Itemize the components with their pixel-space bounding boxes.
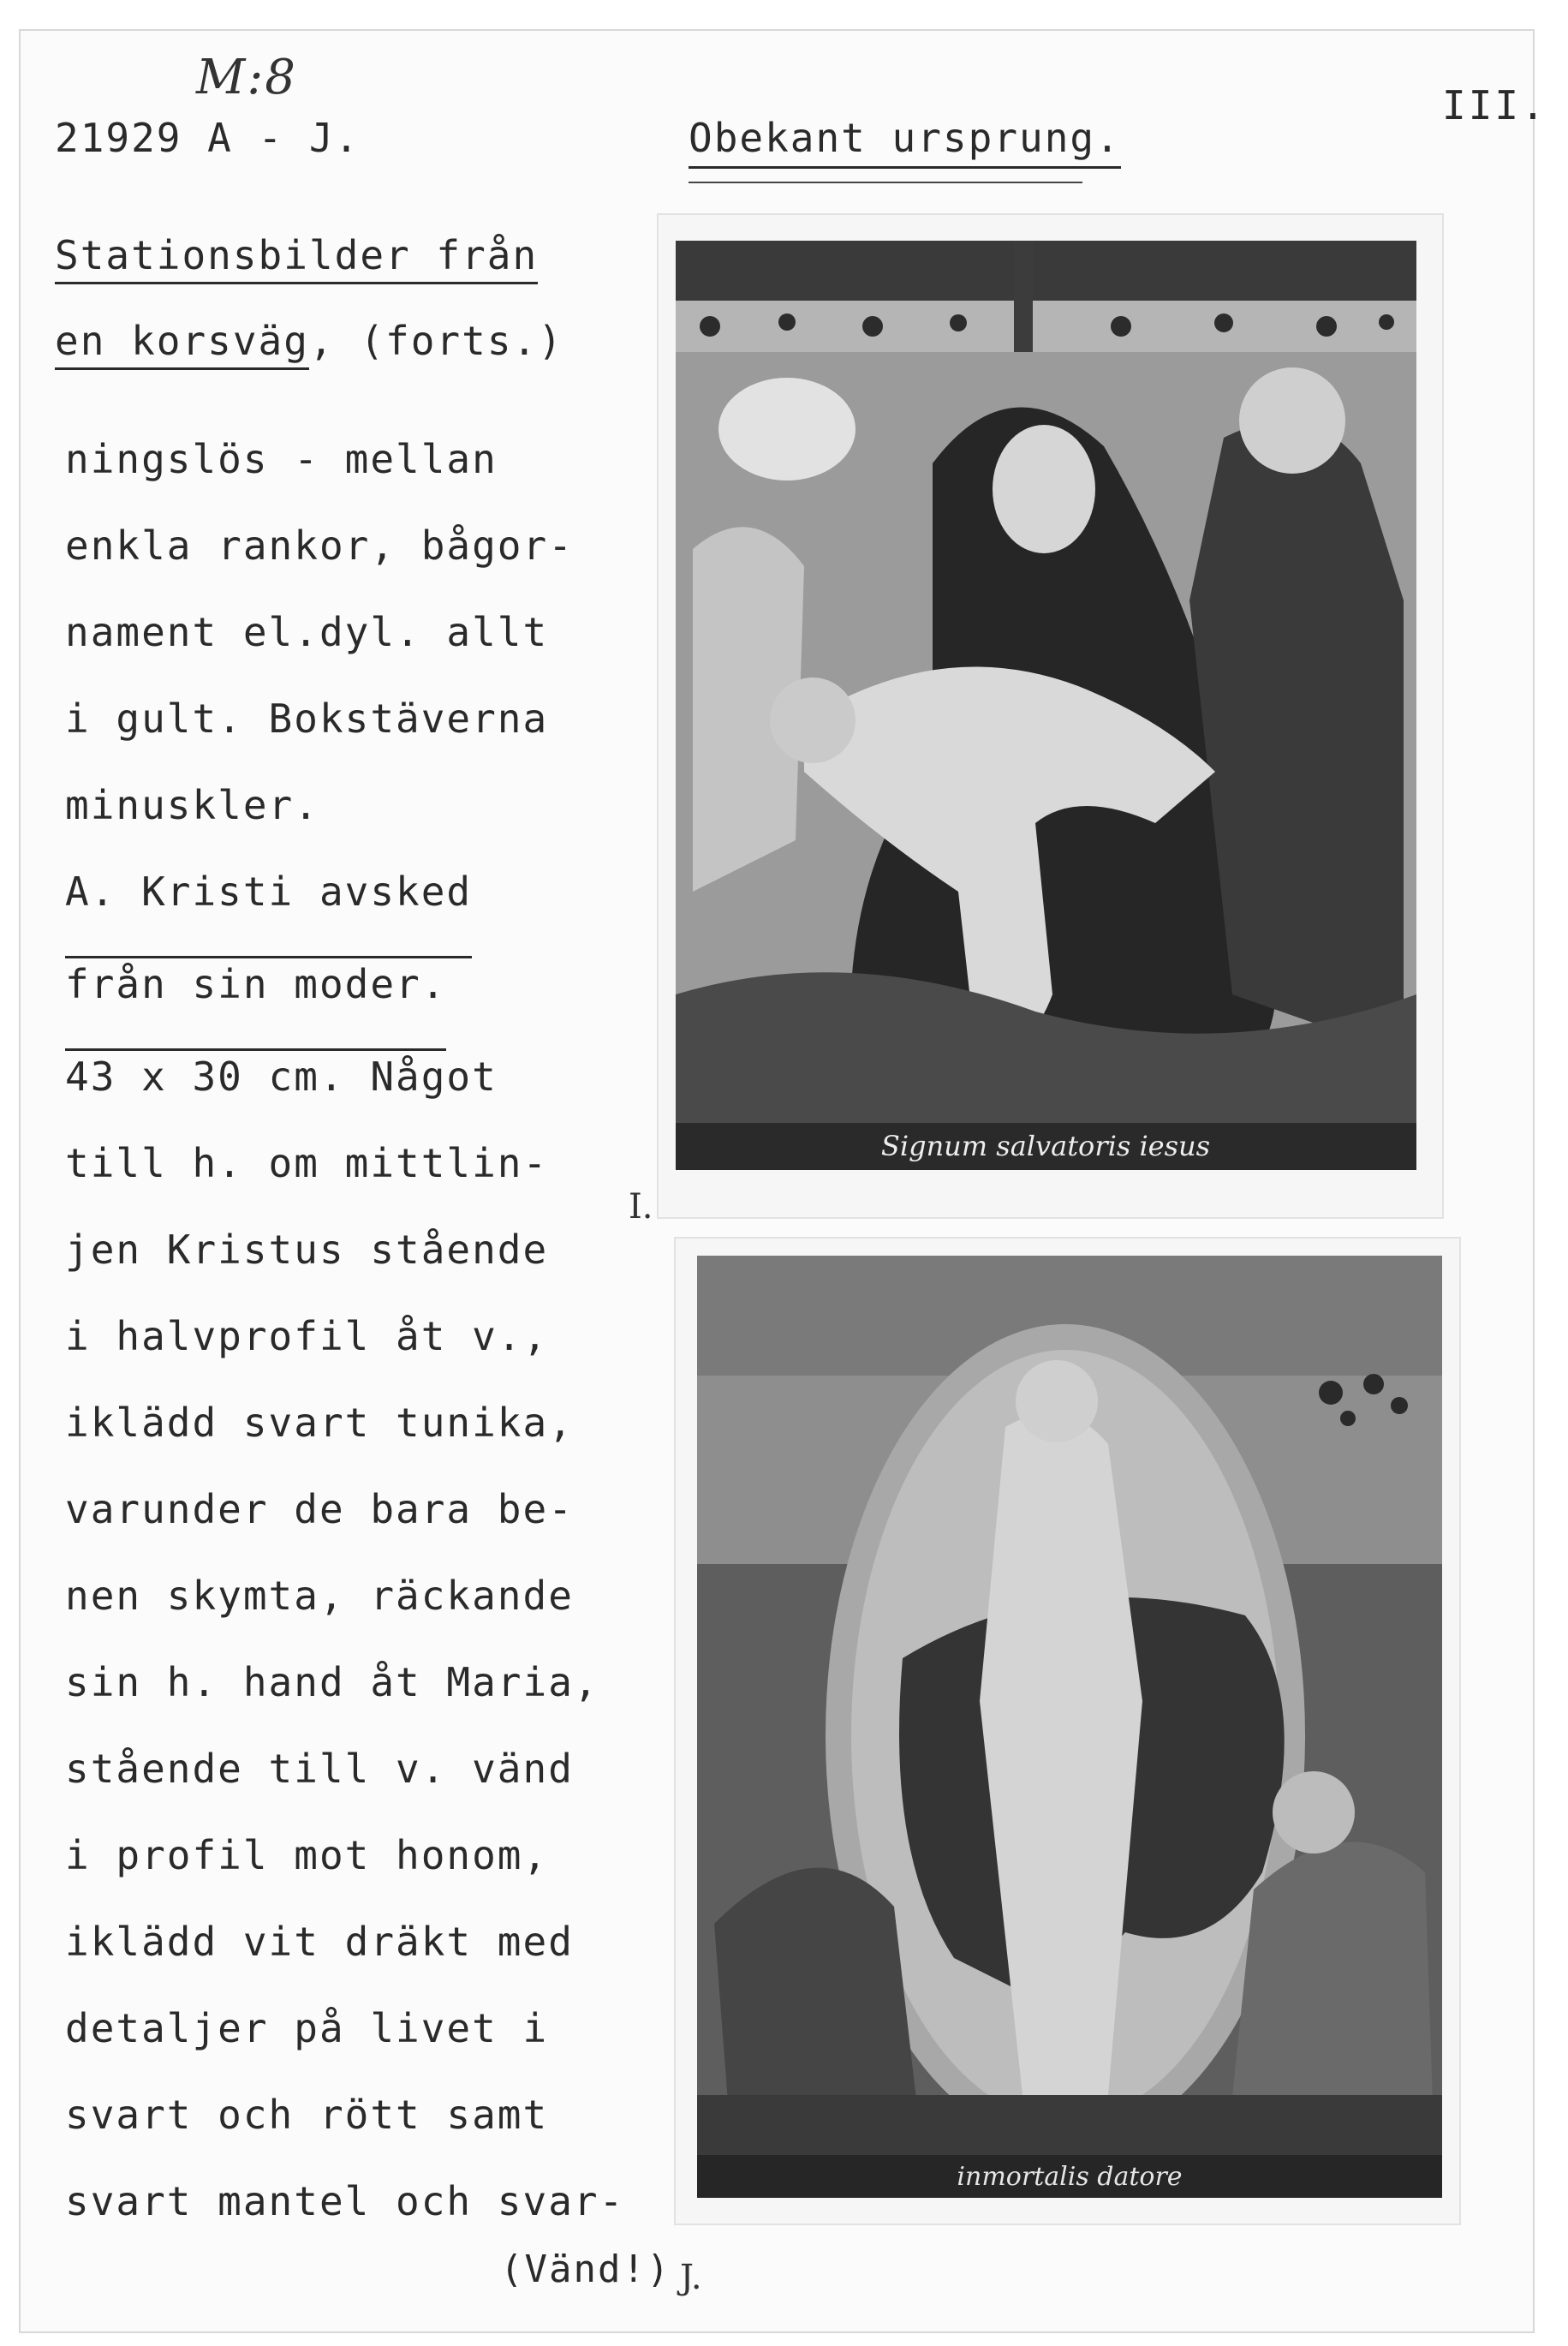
body-line: i profil mot honom, (65, 1832, 549, 1878)
turn-note: (Vänd!) (500, 2248, 671, 2291)
painting-image-1 (676, 241, 1416, 1170)
catalog-card (19, 29, 1547, 2333)
body-line: nen skymta, räckande (65, 1573, 574, 1619)
body-line: i gult. Bokstäverna (65, 695, 549, 742)
painting-photo-1 (676, 241, 1416, 1170)
photo-mark-j: J. (680, 2258, 702, 2297)
title-line-2 (55, 318, 563, 364)
painting-image-2 (697, 1256, 1442, 2198)
body-line: nament el.dyl. allt (65, 609, 549, 655)
sheet-number: III. (1442, 82, 1547, 128)
photo-mount-1 (659, 215, 1442, 1217)
body-line: 43 x 30 cm. Något (65, 1054, 498, 1100)
body-line: enkla rankor, bågor- (65, 522, 574, 569)
section-heading-a: A. Kristi avsked (65, 866, 472, 958)
origin-rule (689, 182, 1082, 183)
catalog-number: 21929 A - J. (55, 115, 361, 161)
body-line: iklädd svart tunika, (65, 1400, 574, 1446)
body-line: jen Kristus stående (65, 1227, 549, 1273)
inscription-1: Signum salvatoris iesus (880, 1130, 1211, 1162)
title-line-1 (55, 232, 538, 278)
handwritten-note: M:8 (196, 50, 297, 105)
body-line: ningslös - mellan (65, 436, 498, 482)
body-line: varunder de bara be- (65, 1486, 574, 1532)
body-line: svart mantel och svar- (65, 2178, 625, 2224)
photo-mark-i: I. (629, 1187, 653, 1227)
body-line: till h. om mittlin- (65, 1140, 549, 1186)
body-line: i halvprofil åt v., (65, 1313, 549, 1359)
inscription-2: inmortalis datore (957, 2162, 1183, 2192)
painting-photo-2 (697, 1256, 1442, 2198)
body-line: stående till v. vänd (65, 1746, 574, 1792)
body-line: detaljer på livet i (65, 2005, 549, 2051)
title-part-3: , (forts.) (308, 318, 563, 364)
photo-mount-2 (676, 1239, 1459, 2224)
description-text (65, 433, 699, 2262)
body-line: minuskler. (65, 782, 319, 828)
body-line: sin h. hand åt Maria, (65, 1659, 599, 1705)
origin-heading: Obekant ursprung. (689, 115, 1121, 169)
title-part-2: en korsväg (55, 318, 309, 370)
title-part-1: Stationsbilder från (55, 232, 538, 284)
body-line: svart och rött samt (65, 2092, 549, 2138)
body-line: iklädd vit dräkt med (65, 1919, 574, 1965)
section-heading-a-2: från sin moder. (65, 958, 446, 1051)
